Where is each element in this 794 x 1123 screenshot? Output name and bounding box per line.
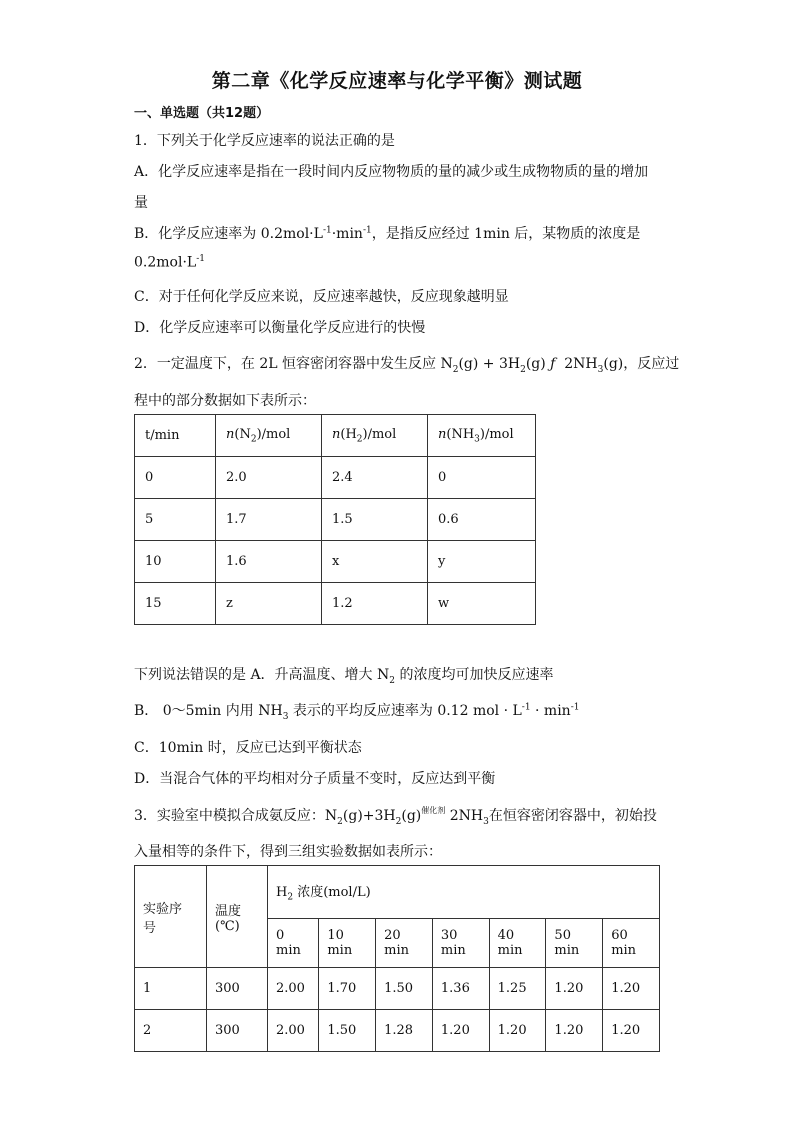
q1-option-b: B．化学反应速率为 $0.2mol\cdot L^{-1}\cdot\min^{-1}$，是指反应经过 1min 后，某物质的浓度是 [134,225,641,242]
header-time: 40 min [489,919,546,968]
section-heading: 一、单选题（共12题） [134,106,270,121]
q2-stem-cont: 程中的部分数据如下表所示： [134,393,316,409]
q2-option-b: B． 0～5min 内用 $NH_3$ 表示的平均反应速率为 0.12 mol · $L^{-1} \cdot \min^{-1}$ [134,702,580,722]
table-row: 0 2.0 2.4 0 [135,457,536,499]
table-row: 10 1.6 x y [135,541,536,583]
table-header-row [135,415,536,457]
q2-option-c: C．10min 时，反应已达到平衡状态 [134,740,362,756]
header-n-nh3: $n(NH_3)$/mol [428,415,536,457]
table-row: 1 300 2.00 1.70 1.50 1.36 1.25 1.20 1.20 [135,968,660,1010]
table-row: 2 300 2.00 1.50 1.28 1.20 1.20 1.20 1.20 [135,1010,660,1052]
page-title: 第二章《化学反应速率与化学平衡》测试题 [211,70,583,92]
header-time: 10 min [319,919,376,968]
header-time: 30 min [432,919,489,968]
q1-stem: 1．下列关于化学反应速率的说法正确的是 [134,133,395,149]
header-time: 60 min [603,919,660,968]
q1-option-b-cont: $0.2mol\cdot L^{-1}$ [134,254,205,271]
header-time: 0 min [268,919,319,968]
catalyst-arrow-label: 催化剂 [421,806,446,815]
header-h2-concentration: $H_2$ 浓度(mol/L) [268,866,660,919]
header-time: 50 min [546,919,603,968]
table-row: 5 1.7 1.5 0.6 [135,499,536,541]
table-row: 15 z 1.2 w [135,583,536,625]
q1-option-d: D．化学反应速率可以衡量化学反应进行的快慢 [134,320,426,336]
header-temperature: 温度 (℃) [207,866,268,968]
q2-data-table [134,414,536,625]
q1-option-a: A．化学反应速率是指在一段时间内反应物物质的量的减少或生成物物质的量的增加 [134,164,649,180]
q3-data-table [134,865,660,1052]
equilibrium-symbol: ƒ [550,356,556,372]
header-n-n2: $n(N_2)$/mol [216,415,322,457]
q3-stem-cont: 入量相等的条件下，得到三组实验数据如表所示： [134,844,442,860]
header-experiment-no: 实验序 号 [135,866,207,968]
q3-stem: 3．实验室中模拟合成氨反应：$N_2(g)+3H_2(g)^{催化剂}$ $2NH_3$在恒容密闭容器中，初始投 [134,806,657,827]
header-time: 20 min [376,919,433,968]
q2-stem: 2．一定温度下，在 2L 恒容密闭容器中发生反应 $N_2(g) + 3H_2(g)$ ƒ $2NH_3(g)$，反应过 [134,356,680,375]
table-header-row [135,866,660,919]
header-time: t/min [135,415,216,457]
q2-option-a: 下列说法错误的是 A．升高温度、增大 $N_2$ 的浓度均可加快反应速率 [134,667,554,686]
q1-option-a-cont: 量 [134,195,148,211]
q1-option-c: C．对于任何化学反应来说，反应速率越快，反应现象越明显 [134,289,509,305]
header-n-h2: $n(H_2)$/mol [322,415,428,457]
q2-option-d: D．当混合气体的平均相对分子质量不变时，反应达到平衡 [134,771,496,787]
